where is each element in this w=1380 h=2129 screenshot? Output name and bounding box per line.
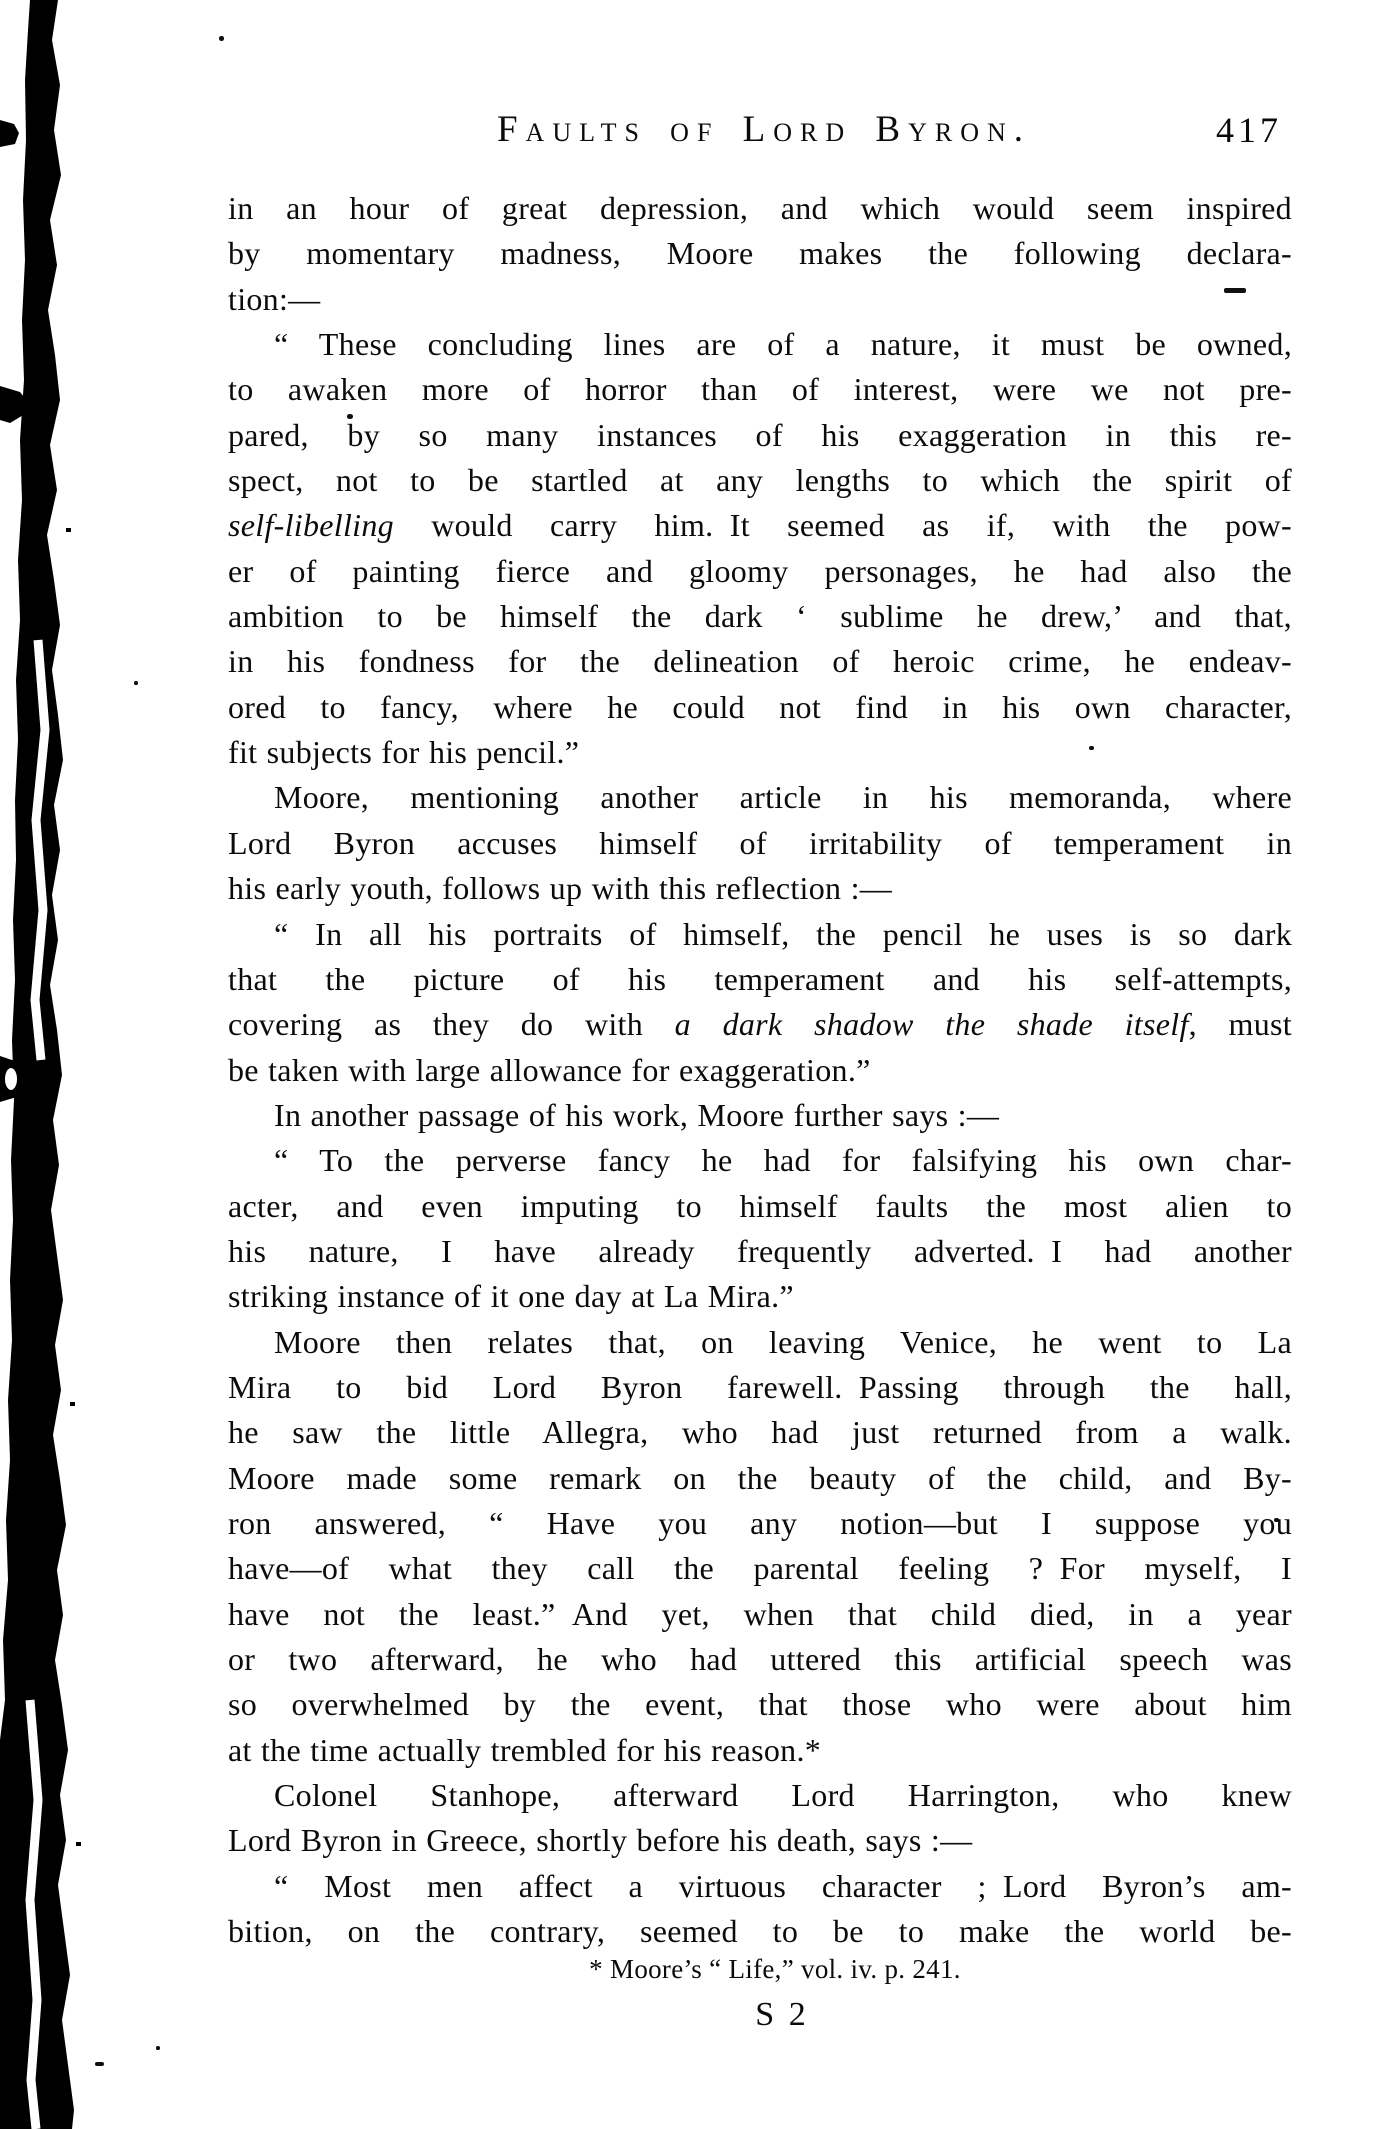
text-segment: striking instance of it one day at La Mira.”: [228, 1278, 794, 1315]
text-line: [228, 1864, 1292, 1909]
text-segment: spect, not to be startled at any lengths to which the spirit of: [228, 462, 1292, 499]
text-line: [228, 1274, 1292, 1319]
text-segment: he saw the little Allegra, who had just returned from a walk.: [228, 1414, 1292, 1451]
text-segment: Lord Byron in Greece, shortly before his death, says :—: [228, 1822, 973, 1859]
text-line: [228, 1592, 1292, 1637]
text-segment: in his fondness for the delineation of heroic crime, he endeav-: [228, 643, 1292, 680]
text-line: [228, 821, 1292, 866]
text-segment: fit subjects for his pencil.”: [228, 734, 580, 771]
text-line: [228, 367, 1292, 412]
text-segment: acter, and even imputing to himself faults the most alien to: [228, 1187, 1292, 1224]
text-line: [228, 1501, 1292, 1546]
text-segment: to awaken more of horror than of interest, were we not pre-: [228, 371, 1292, 408]
text-segment: have—of what they call the parental feeling ? For myself, I: [228, 1550, 1292, 1587]
text-segment: , must: [1188, 1006, 1292, 1043]
text-segment: pared, by so many instances of his exaggeration in this re-: [228, 416, 1292, 453]
ink-speck: [156, 2046, 160, 2050]
text-line: [228, 1637, 1292, 1682]
text-segment: be taken with large allowance for exaggeration.”: [228, 1051, 871, 1088]
text-segment: bition, on the contrary, seemed to be to make the world be-: [228, 1913, 1292, 1950]
text-segment: “ To the perverse fancy he had for falsifying his own char-: [274, 1142, 1292, 1179]
text-line: [228, 957, 1292, 1002]
footnote: * Moore’s “ Life,” vol. iv. p. 241.: [589, 1954, 961, 1984]
text-line: [228, 594, 1292, 639]
text-line: [228, 1682, 1292, 1727]
text-line: [228, 639, 1292, 684]
page-number: 417: [1216, 110, 1282, 150]
text-segment: ron answered, “ Have you any notion—but I suppose you: [228, 1504, 1292, 1541]
text-segment: Mira to bid Lord Byron farewell. Passing through the hall,: [228, 1368, 1292, 1405]
text-line: [228, 1818, 1292, 1863]
text-line: [228, 912, 1292, 957]
ink-speck: [95, 2062, 104, 2066]
text-segment: his nature, I have already frequently adverted. I had another: [228, 1232, 1292, 1269]
text-segment: tion:—: [228, 280, 321, 317]
text-line: [228, 1048, 1292, 1093]
italic-text-segment: self-libelling: [228, 507, 394, 544]
text-segment: by momentary madness, Moore makes the following declara-: [228, 235, 1292, 272]
text-line: [228, 1546, 1292, 1591]
text-line: [228, 1229, 1292, 1274]
ink-speck: [219, 36, 224, 41]
signature-mark: S 2: [755, 1996, 809, 2033]
text-segment: at the time actually trembled for his reason.*: [228, 1731, 822, 1768]
text-line: [228, 1184, 1292, 1229]
text-segment: In another passage of his work, Moore further says :—: [274, 1096, 1000, 1133]
text-segment: ambition to be himself the dark ‘ sublime he drew,’ and that,: [228, 598, 1292, 635]
text-line: [228, 413, 1292, 458]
text-segment: ored to fancy, where he could not find in his own character,: [228, 688, 1292, 725]
text-line: [228, 1093, 1292, 1138]
text-segment: “ In all his portraits of himself, the pencil he uses is so dark: [274, 915, 1292, 952]
text-segment: Moore made some remark on the beauty of the child, and By-: [228, 1459, 1292, 1496]
text-line: [228, 1909, 1292, 1954]
text-line: [228, 549, 1292, 594]
text-line: [228, 322, 1292, 367]
text-line: [228, 1002, 1292, 1047]
text-line: [228, 730, 1292, 775]
ink-speck: [134, 681, 138, 685]
running-title: Faults of Lord Byron.: [496, 109, 1032, 150]
text-segment: “ Most men affect a virtuous character ; Lord Byron’s am-: [274, 1867, 1292, 1904]
text-line: [228, 458, 1292, 503]
text-segment: er of painting fierce and gloomy personages, he had also the: [228, 552, 1292, 589]
text-segment: or two afterward, he who had uttered this artificial speech was: [228, 1641, 1292, 1677]
text-line: [228, 1728, 1292, 1773]
text-line: [228, 685, 1292, 730]
text-line: [228, 866, 1292, 911]
text-segment: Colonel Stanhope, afterward Lord Harrington, who knew: [274, 1777, 1292, 1814]
text-line: [228, 1138, 1292, 1183]
text-line: [228, 186, 1292, 231]
text-line: [228, 277, 1292, 322]
text-segment: covering as they do with: [228, 1006, 675, 1043]
text-line: [228, 1320, 1292, 1365]
text-segment: Moore, mentioning another article in his memoranda, where: [274, 779, 1292, 816]
text-line: [228, 503, 1292, 548]
text-line: [228, 1365, 1292, 1410]
italic-text-segment: a dark shadow the shade itself: [674, 1006, 1189, 1043]
text-line: [228, 775, 1292, 820]
text-segment: that the picture of his temperament and his self-attempts,: [228, 960, 1292, 997]
text-segment: Lord Byron accuses himself of irritability of temperament in: [228, 824, 1292, 861]
text-segment: so overwhelmed by the event, that those who were about him: [228, 1686, 1292, 1723]
body-text: [228, 186, 1292, 1954]
text-line: [228, 1410, 1292, 1455]
scan-gutter-artifact: [0, 0, 110, 2129]
text-line: [228, 1773, 1292, 1818]
text-segment: “ These concluding lines are of a nature, it must be owned,: [274, 326, 1292, 363]
text-segment: have not the least.” And yet, when that child died, in a year: [228, 1595, 1292, 1632]
text-line: [228, 1456, 1292, 1501]
text-segment: would carry him. It seemed as if, with the pow-: [393, 507, 1292, 544]
text-segment: Moore then relates that, on leaving Venice, he went to La: [274, 1323, 1292, 1360]
text-segment: his early youth, follows up with this reflection :—: [228, 870, 893, 907]
text-line: [228, 231, 1292, 276]
text-segment: in an hour of great depression, and which would seem inspired: [228, 190, 1292, 226]
